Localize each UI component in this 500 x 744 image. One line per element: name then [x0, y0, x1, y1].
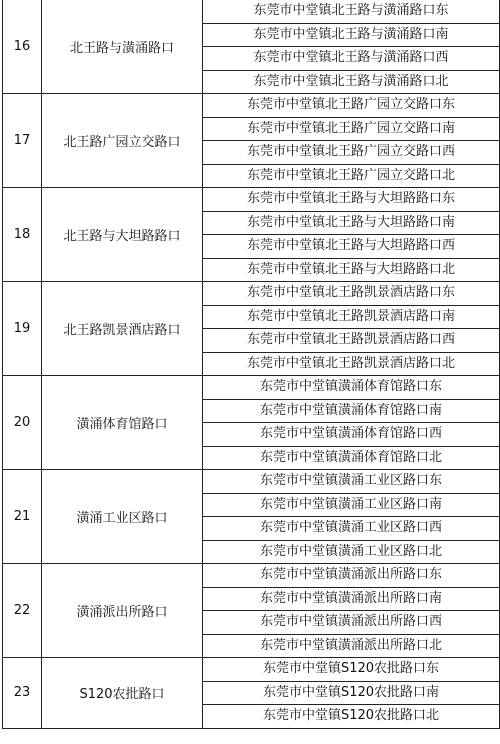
table-row	[3, 282, 500, 306]
monitoring-point: 东莞市中堂镇北王路与大坦路路口南	[203, 211, 500, 235]
monitoring-point: 东莞市中堂镇北王路与潢涌路口北	[203, 70, 500, 94]
group-number: 18	[3, 188, 42, 282]
intersection-name: 潢涌工业区路口	[42, 470, 203, 564]
table-body	[3, 0, 500, 728]
intersection-name: 北王路与大坦路路口	[42, 188, 203, 282]
table-row	[3, 658, 500, 682]
table-row	[3, 188, 500, 212]
monitoring-point: 东莞市中堂镇北王路与大坦路路口东	[203, 188, 500, 212]
monitoring-point: 东莞市中堂镇潢涌工业区路口北	[203, 540, 500, 564]
group-number: 23	[3, 658, 42, 729]
monitoring-point: 东莞市中堂镇潢涌派出所路口西	[203, 611, 500, 635]
monitoring-point: 东莞市中堂镇潢涌派出所路口东	[203, 564, 500, 588]
intersection-table	[2, 0, 500, 729]
monitoring-point: 东莞市中堂镇北王路广园立交路口北	[203, 164, 500, 188]
group-number: 16	[3, 0, 42, 94]
monitoring-point: 东莞市中堂镇北王路与大坦路路口西	[203, 235, 500, 259]
monitoring-point: 东莞市中堂镇北王路广园立交路口东	[203, 94, 500, 118]
monitoring-point: 东莞市中堂镇潢涌工业区路口西	[203, 517, 500, 541]
monitoring-point: 东莞市中堂镇北王路与大坦路路口北	[203, 258, 500, 282]
monitoring-point: 东莞市中堂镇北王路凯景酒店路口东	[203, 282, 500, 306]
monitoring-point: 东莞市中堂镇北王路凯景酒店路口南	[203, 305, 500, 329]
group-number: 22	[3, 564, 42, 658]
monitoring-point: 东莞市中堂镇北王路与潢涌路口西	[203, 47, 500, 71]
monitoring-point: 东莞市中堂镇潢涌派出所路口北	[203, 634, 500, 658]
monitoring-point: 东莞市中堂镇北王路广园立交路口南	[203, 117, 500, 141]
intersection-name: 北王路与潢涌路口	[42, 0, 203, 94]
monitoring-point: 东莞市中堂镇S120农批路口北	[203, 705, 500, 729]
monitoring-point: 东莞市中堂镇潢涌体育馆路口东	[203, 376, 500, 400]
table-row	[3, 470, 500, 494]
monitoring-point: 东莞市中堂镇潢涌体育馆路口西	[203, 423, 500, 447]
group-number: 20	[3, 376, 42, 470]
monitoring-point: 东莞市中堂镇潢涌体育馆路口北	[203, 446, 500, 470]
intersection-name: S120农批路口	[42, 658, 203, 729]
monitoring-point: 东莞市中堂镇潢涌体育馆路口南	[203, 399, 500, 423]
monitoring-point: 东莞市中堂镇S120农批路口南	[203, 681, 500, 705]
monitoring-point: 东莞市中堂镇潢涌工业区路口东	[203, 470, 500, 494]
monitoring-point: 东莞市中堂镇北王路广园立交路口西	[203, 141, 500, 165]
monitoring-point: 东莞市中堂镇北王路与潢涌路口南	[203, 23, 500, 47]
table-row	[3, 0, 500, 23]
intersection-name: 北王路凯景酒店路口	[42, 282, 203, 376]
group-number: 21	[3, 470, 42, 564]
monitoring-point: 东莞市中堂镇潢涌派出所路口南	[203, 587, 500, 611]
table-row	[3, 376, 500, 400]
group-number: 19	[3, 282, 42, 376]
monitoring-point: 东莞市中堂镇S120农批路口东	[203, 658, 500, 682]
table-row	[3, 94, 500, 118]
intersection-name: 潢涌体育馆路口	[42, 376, 203, 470]
intersection-name: 潢涌派出所路口	[42, 564, 203, 658]
monitoring-point: 东莞市中堂镇北王路凯景酒店路口西	[203, 329, 500, 353]
monitoring-point: 东莞市中堂镇潢涌工业区路口南	[203, 493, 500, 517]
group-number: 17	[3, 94, 42, 188]
monitoring-point: 东莞市中堂镇北王路与潢涌路口东	[203, 0, 500, 23]
intersection-name: 北王路广园立交路口	[42, 94, 203, 188]
monitoring-point: 东莞市中堂镇北王路凯景酒店路口北	[203, 352, 500, 376]
table-row	[3, 564, 500, 588]
